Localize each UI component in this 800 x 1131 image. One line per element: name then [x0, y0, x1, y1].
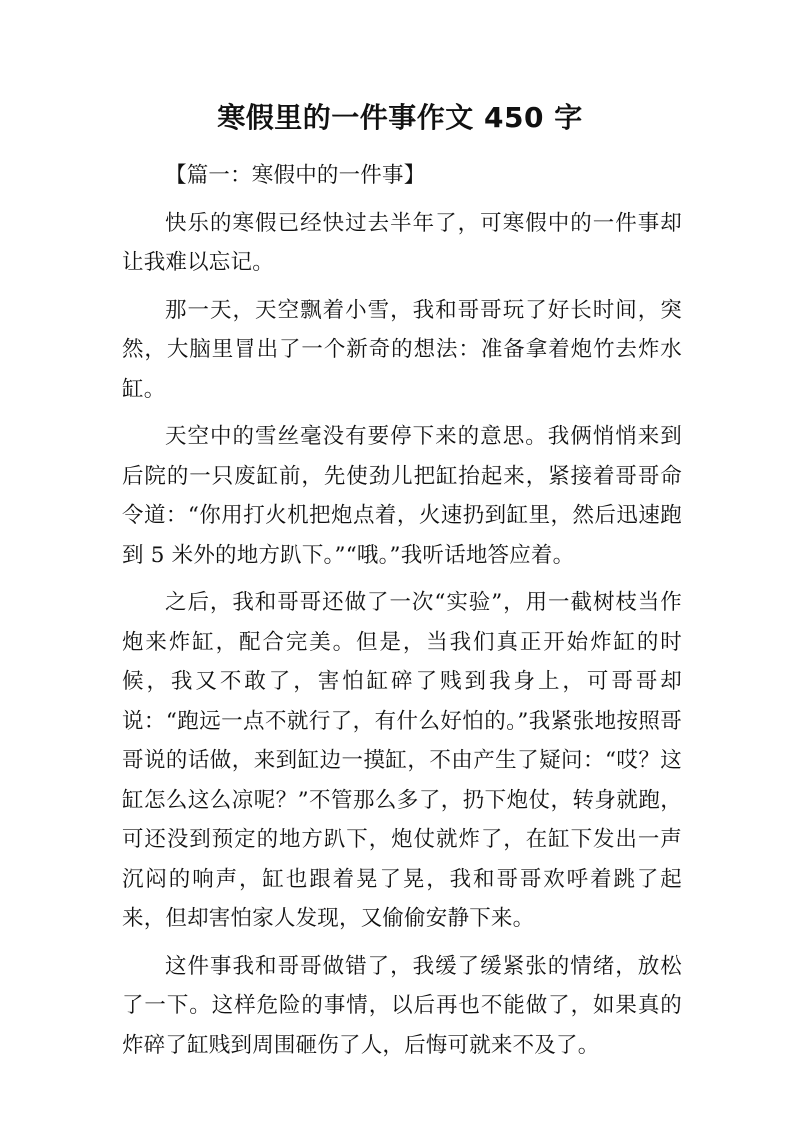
section-heading: 【篇一：寒假中的一件事】 — [165, 163, 426, 188]
document-body — [122, 156, 682, 1073]
paragraph: 之后，我和哥哥还做了一次“实验”，用一截树枝当作炮来炸缸，配合完美。但是，当我们真正开始炸缸的时候，我又不敢了，害怕缸碎了贱到我身上，可哥哥却说：“跑远一点不就行了，有什么好怕的。”我紧张地按照哥哥说的话做，来到缸边一摸缸，不由产生了疑问：“哎？这缸怎么这么凉呢？”不管那么多了，扔下炮仗，转身就跑，可还没到预定的地方趴下，炮仗就炸了，在缸下发出一声沉闷的响声，缸也跟着晃了晃，我和哥哥欢呼着跳了起来，但却害怕家人发现，又偷偷安静下来。 — [122, 590, 682, 931]
document-title: 寒假里的一件事作文 450 字 — [217, 101, 583, 134]
paragraph: 天空中的雪丝毫没有要停下来的意思。我俩悄悄来到后院的一只废缸前，先使劲儿把缸抬起来，紧接着哥哥命令道：“你用打火机把炮点着，火速扔到缸里，然后迅速跑到 5 米外的地方趴下。”“哦。”我听话地答应着。 — [122, 424, 682, 568]
paragraph: 这件事我和哥哥做错了，我缓了缓紧张的情绪，放松了一下。这样危险的事情，以后再也不能做了，如果真的炸碎了缸贱到周围砸伤了人，后悔可就来不及了。 — [122, 953, 682, 1058]
paragraph: 快乐的寒假已经快过去半年了，可寒假中的一件事却让我难以忘记。 — [122, 210, 682, 275]
paragraph: 那一天，天空飘着小雪，我和哥哥玩了好长时间，突然，大脑里冒出了一个新奇的想法：准备拿着炮竹去炸水缸。 — [122, 297, 682, 402]
